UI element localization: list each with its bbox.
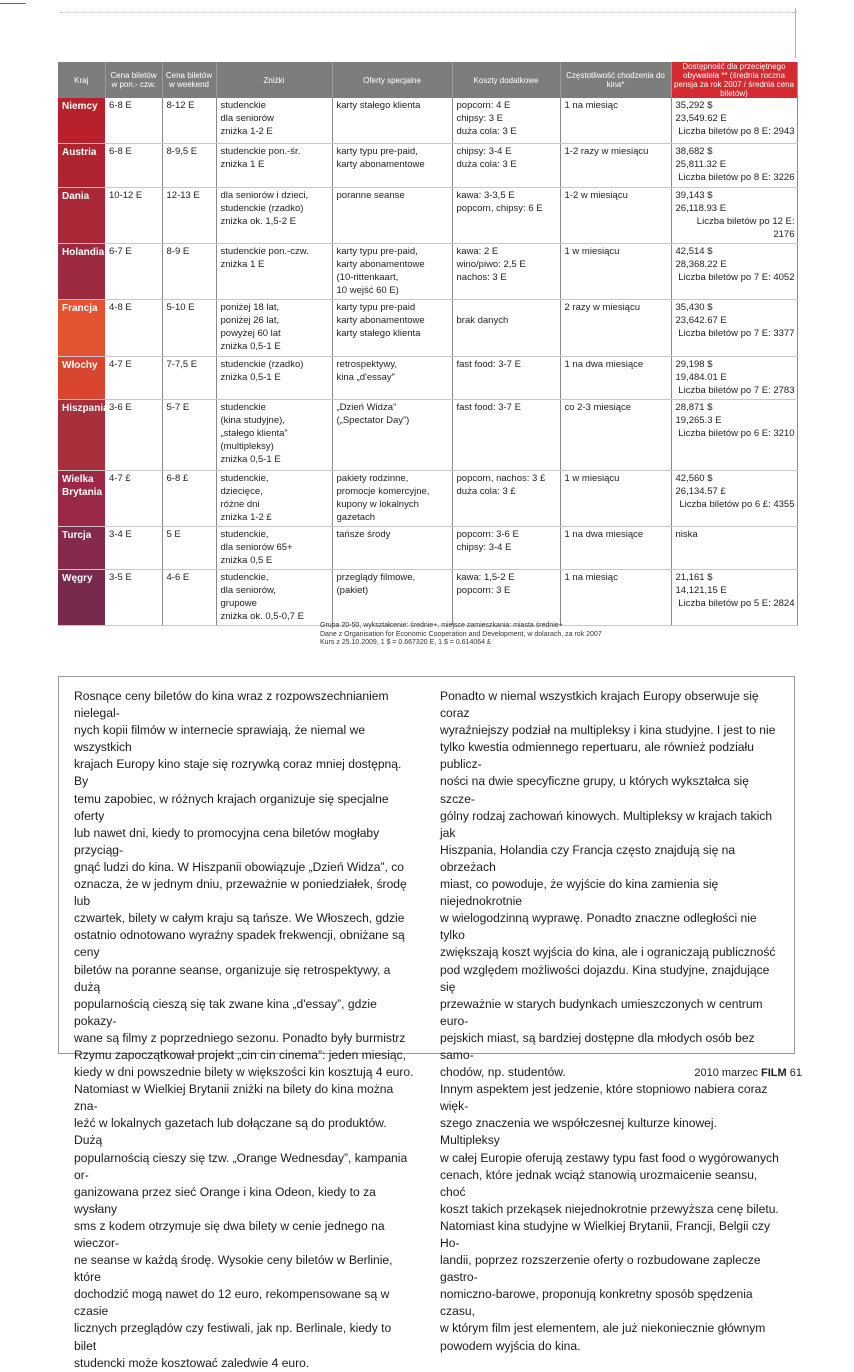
znizki-cell: dla seniorów i dzieci, studenckie (rzadko) zniżka ok. 1,5-2 E — [216, 187, 332, 243]
koszty-cell: fast food: 3-7 E — [452, 399, 560, 470]
article-line: w wielogodzinną wyprawę. Ponadto znaczne odległości nie tylko — [440, 911, 757, 943]
czest-cell: 1 w miesiącu — [560, 470, 671, 526]
availability-ratio: 26,118.93 E — [675, 202, 727, 214]
article-line: koszt takich przekąsek niejednokrotnie przewyższa cenę biletu. — [440, 1201, 779, 1216]
article-line: cenach, które jednak wciąż stanowią urozmaicenie seansu, choć — [440, 1167, 758, 1199]
article-line: Natomiast w Wielkiej Brytanii zniżki na bilety do kina można zna- — [74, 1082, 394, 1114]
table-row — [58, 187, 797, 243]
article-line: landii, poprzez rozszerzenie oferty o rozbudowane zaplecze gastro- — [440, 1253, 761, 1285]
article-line: czwartek, bilety w całym kraju są tańsze. We Włoszech, gdzie — [74, 911, 405, 926]
availability-salary: 35,292 $ — [675, 100, 713, 111]
availability-salary: 35,430 $ — [675, 301, 713, 313]
article-line: pod względem możliwości dojazdu. Kina studyjne, znajdujące się — [440, 962, 770, 994]
article-line: oznacza, że w jednym dniu, przeważnie w poniedziałek, środę lub — [74, 877, 407, 909]
czest-cell: 1 na miesiąc — [560, 98, 671, 143]
article-line: nomiczno-barowe, proponują konkretny sposób spędzenia czasu, — [440, 1287, 753, 1319]
koszty-cell: chipsy: 3-4 E duża cola: 3 E — [452, 143, 560, 187]
header-cena-weekend: Cena biletów w weekend — [162, 62, 216, 98]
header-czestotliwosc: Częstotliwość chodzenia do kina* — [560, 62, 671, 98]
article-line: sms z kodem otrzymuje się dwa bilety w cenie jednego na wieczor- — [74, 1218, 385, 1250]
article-line: miast, co powoduje, że wyjście do kina zamienia się niejednokrotnie — [440, 877, 719, 909]
availability-ratio: 23,642.67 E — [675, 314, 727, 326]
table-row — [58, 143, 797, 187]
country-cell: Holandia — [58, 243, 105, 299]
availability-count: Liczba biletów po 12 E: 2176 — [696, 215, 795, 240]
znizki-cell: studenckie (kina studyjne), „stałego klienta” (multipleksy) zniżka 0,5-1 E — [216, 399, 332, 470]
header-kraj: Kraj — [58, 62, 105, 98]
table-row — [58, 356, 797, 399]
weekend-cell: 8-12 E — [162, 98, 216, 143]
article-line: dochodzić mogą nawet do 12 euro, rekompensowane są w czasie — [74, 1287, 390, 1319]
oferty-cell: poranne seanse — [332, 187, 452, 243]
article-line: Natomiast kina studyjne w Wielkiej Brytanii, Francji, Belgii czy Ho- — [440, 1218, 770, 1250]
oferty-cell: tańsze środy — [332, 526, 452, 569]
country-cell: Dania — [58, 187, 105, 243]
pon-cell: 4-7 E — [105, 356, 162, 399]
pon-cell: 10-12 E — [105, 187, 162, 243]
article-line: wyraźniejszy podział na multipleksy i kina studyjne. I jest to nie — [440, 723, 776, 738]
czest-cell: 2 razy w miesiącu — [560, 299, 671, 356]
znizki-cell: poniżej 18 lat, poniżej 26 lat, powyżej 60 lat zniżka 0,5-1 E — [216, 299, 332, 356]
country-cell: Francja — [58, 299, 105, 356]
country-cell: Niemcy — [58, 98, 105, 143]
page-folio — [694, 1067, 802, 1079]
article-line: Innym aspektem jest jedzenie, które stopniowo nabiera coraz więk- — [440, 1082, 768, 1114]
availability-cell — [671, 526, 797, 569]
article-line: gnąć ludzi do kina. W Hiszpanii obowiązuje „Dzień Widza”, co — [74, 859, 405, 874]
koszty-cell: kawa: 1,5-2 E popcorn: 3 E — [452, 569, 560, 625]
table-row — [58, 569, 797, 625]
czest-cell: 1-2 razy w miesiącu — [560, 143, 671, 187]
pon-cell: 4-8 E — [105, 299, 162, 356]
cinema-table-container — [58, 62, 797, 626]
znizki-cell: studenckie (rzadko) zniżka 0,5-1 E — [216, 356, 332, 399]
top-dotted-rule — [60, 12, 795, 13]
article-line: w którym film jest elementem, ale już niekoniecznie głównym — [440, 1321, 766, 1336]
article-line: zwiększają koszt wyjścia do kina, ale i ograniczają publiczność — [440, 945, 776, 960]
availability-count: Liczba biletów po 8 E: 2943 — [678, 126, 795, 137]
czest-cell: 1 na dwa miesiące — [560, 356, 671, 399]
czest-cell: 1 na dwa miesiące — [560, 526, 671, 569]
koszty-cell: brak danych — [452, 299, 560, 356]
koszty-cell: fast food: 3-7 E — [452, 356, 560, 399]
article-column-left — [74, 688, 414, 1372]
article-line: przeważnie w starych budynkach umieszczonych w centrum euro- — [440, 996, 763, 1028]
weekend-cell: 5-7 E — [162, 399, 216, 470]
availability-count: Liczba biletów po 7 E: 2783 — [678, 384, 795, 396]
article-line: ności na dwie specyficzne grupy, u których wykształca się szcze- — [440, 774, 749, 806]
availability-salary: 29,198 $ — [675, 358, 713, 370]
weekend-cell: 5 E — [162, 526, 216, 569]
header-cena-pon: Cena biletów w pon.- czw. — [105, 62, 162, 98]
pon-cell: 6-8 E — [105, 98, 162, 143]
article-line: wane są filmy z poprzedniego sezonu. Ponadto były burmistrz — [74, 1030, 406, 1045]
znizki-cell: studenckie, dla seniorów 65+ zniżka 0,5 E — [216, 526, 332, 569]
oferty-cell: karty typu pre-paid, karty abonamentowe (10-rittenkaart, 10 wejść 60 E) — [332, 243, 452, 299]
country-cell: Wielka Brytania — [58, 470, 105, 526]
table-row — [58, 470, 797, 526]
pon-cell: 6-7 E — [105, 243, 162, 299]
czest-cell: 1 na miesiąc — [560, 569, 671, 625]
koszty-cell: popcorn: 3-6 E chipsy: 3-4 E — [452, 526, 560, 569]
availability-salary: 38,682 $ — [675, 145, 713, 157]
table-footnotes — [320, 622, 602, 648]
article-line: Hiszpania, Holandia czy Francja często znajdują się na obrzeżach — [440, 842, 736, 874]
table-row — [58, 526, 797, 569]
article-line: kiedy w dni powszednie bilety w większości kin kosztują 4 euro. — [74, 1065, 414, 1080]
availability-cell — [671, 470, 797, 526]
article-line: ganizowana przez sieć Orange i kina Odeon, kiedy to za wysłany — [74, 1184, 376, 1216]
article-line: leźć w lokalnych gazetach lub dołączane są do produktów. Dużą — [74, 1116, 387, 1148]
availability-cell — [671, 356, 797, 399]
article-line: Ponadto w niemal wszystkich krajach Europy obserwuje się coraz — [440, 689, 759, 721]
koszty-cell: kawa: 3-3,5 E popcorn, chipsy: 6 E — [452, 187, 560, 243]
pon-cell: 3-6 E — [105, 399, 162, 470]
koszty-cell: popcorn, nachos: 3 £ duża cola: 3 £ — [452, 470, 560, 526]
table-body — [58, 98, 797, 625]
znizki-cell: studenckie dla seniorów zniżka 1-2 E — [216, 98, 332, 143]
article-line: popularnością cieszy się tzw. „Orange Wednesday”, kampania or- — [74, 1150, 408, 1182]
weekend-cell: 5-10 E — [162, 299, 216, 356]
table-row — [58, 243, 797, 299]
availability-count: Liczba biletów po 7 E: 3377 — [678, 327, 795, 339]
availability-cell — [671, 243, 797, 299]
oferty-cell: „Dzień Widza” („Spectator Day”) — [332, 399, 452, 470]
weekend-cell: 12-13 E — [162, 187, 216, 243]
pon-cell: 3-5 E — [105, 569, 162, 625]
znizki-cell: studenckie, dziecięce, różne dni zniżka 1-2 £ — [216, 470, 332, 526]
czest-cell: 1-2 w miesiącu — [560, 187, 671, 243]
availability-ratio: 19,484.01 E — [675, 371, 727, 383]
vertical-rule — [795, 8, 796, 58]
availability-cell — [671, 98, 797, 143]
availability-ratio: 25,811.32 E — [675, 158, 727, 170]
pon-cell: 4-7 £ — [105, 470, 162, 526]
folio-magazine: FILM — [761, 1067, 787, 1079]
article-line: studencki może kosztować zaledwie 4 euro. — [74, 1355, 310, 1370]
article-line: szego znaczenia we współczesnej kulturze kinowej. Multipleksy — [440, 1116, 717, 1148]
table-row — [58, 399, 797, 470]
oferty-cell: retrospektywy, kina „d'essay” — [332, 356, 452, 399]
czest-cell: 1 w miesiącu — [560, 243, 671, 299]
footnote: Kurs z 25.10.2009, 1 $ = 0.667320 E, 1 $ = 0.614064 £ — [320, 639, 491, 646]
weekend-cell: 7-7,5 E — [162, 356, 216, 399]
oferty-cell: karty typu pre-paid, karty abonamentowe — [332, 143, 452, 187]
article-line: gólny rodzaj zachowań kinowych. Multipleksy w krajach takich jak — [440, 808, 773, 840]
znizki-cell: studenckie pon.-czw. zniżka 1 E — [216, 243, 332, 299]
header-dostepnosc: Dostępność dla przeciętnego obywatela ** (średnia roczna pensja za rok 2007 / średnia cena biletów) — [671, 62, 797, 98]
availability-count: Liczba biletów po 7 E: 4052 — [678, 271, 795, 283]
header-oferty: Oferty specjalne — [332, 62, 452, 98]
availability-cell — [671, 399, 797, 470]
table-header-row — [58, 62, 797, 98]
availability-ratio: 23,549.62 E — [675, 113, 727, 124]
availability-cell — [671, 187, 797, 243]
footnote: Grupa 20-50, wykształcenie: średnie+, miejsce zamieszkania: miasta średnie+ — [320, 622, 563, 629]
folio-date: 2010 marzec — [694, 1067, 758, 1079]
pon-cell: 3-4 E — [105, 526, 162, 569]
article-line: tylko kwestia odmiennego repertuaru, ale również podziału publicz- — [440, 740, 754, 772]
article-line: biletów na poranne seanse, organizuje się retrospektywy, a dużą — [74, 962, 391, 994]
availability-count: Liczba biletów po 5 E: 2824 — [678, 597, 795, 609]
article-line: pejskich miast, są bardziej dostępne dla młodych osób bez samo- — [440, 1030, 755, 1062]
availability-ratio: 14,121,15 E — [675, 584, 727, 596]
znizki-cell: studenckie, dla seniorów, grupowe zniżka ok. 0,5-0,7 E — [216, 569, 332, 625]
country-cell: Węgry — [58, 569, 105, 625]
znizki-cell: studenckie pon.-śr. zniżka 1 E — [216, 143, 332, 187]
oferty-cell: przeglądy filmowe, (pakiet) — [332, 569, 452, 625]
oferty-cell: karty typu pre-paid karty abonamentowe karty stałego klienta — [332, 299, 452, 356]
koszty-cell: kawa: 2 E wino/piwo: 2,5 E nachos: 3 E — [452, 243, 560, 299]
crop-mark — [0, 3, 26, 4]
article-line: powodem wyjścia do kina. — [440, 1338, 581, 1353]
oferty-cell: pakiety rodzinne, promocje komercyjne, kupony w lokalnych gazetach — [332, 470, 452, 526]
availability-ratio: 26,134.57 £ — [675, 485, 726, 497]
availability-cell — [671, 299, 797, 356]
article-line: nych kopii filmów w internecie sprawiają, że niemal we wszystkich — [74, 723, 366, 755]
footnote: Dane z Organisation for Economic Cooperation and Development, w dolarach, za rok 2007 — [320, 630, 602, 638]
article-line: ostatnio odnotowano wyraźny spadek frekwencji, obniżane są ceny — [74, 928, 405, 960]
country-cell: Turcja — [58, 526, 105, 569]
country-cell: Austria — [58, 143, 105, 187]
country-cell: Włochy — [58, 356, 105, 399]
article-line: popularnością cieszą się tak zwane kina „d'essay”, gdzie pokazy- — [74, 996, 377, 1028]
article-line: krajach Europy kino staje się rozrywką coraz mniej dostępną. By — [74, 757, 402, 789]
oferty-cell: karty stałego klienta — [332, 98, 452, 143]
availability-count: Liczba biletów po 6 £: 4355 — [679, 498, 795, 510]
availability-count: Liczba biletów po 8 E: 3226 — [678, 171, 795, 183]
article-column-right — [440, 688, 780, 1355]
czest-cell: co 2-3 miesiące — [560, 399, 671, 470]
folio-page-number: 61 — [789, 1067, 802, 1079]
availability-salary: niska — [675, 528, 698, 540]
header-znizki: Zniżki — [216, 62, 332, 98]
koszty-cell: popcorn: 4 E chipsy: 3 E duża cola: 3 E — [452, 98, 560, 143]
article-line: Rosnące ceny biletów do kina wraz z rozpowszechnianiem nielegal- — [74, 689, 389, 721]
weekend-cell: 4-6 E — [162, 569, 216, 625]
availability-salary: 21,161 $ — [675, 571, 713, 583]
availability-salary: 39,143 $ — [675, 189, 713, 201]
cinema-prices-table — [58, 62, 798, 626]
weekend-cell: 6-8 £ — [162, 470, 216, 526]
article-line: Rzymu zapoczątkował projekt „cin cin cinema”: jeden miesiąc, — [74, 1047, 407, 1062]
article-line: chodów, np. studentów. — [440, 1065, 566, 1080]
weekend-cell: 8-9,5 E — [162, 143, 216, 187]
table-row — [58, 98, 797, 143]
article-line: ne seanse w każdą środę. Wysokie ceny biletów w Berlinie, które — [74, 1253, 393, 1285]
weekend-cell: 8-9 E — [162, 243, 216, 299]
availability-cell — [671, 143, 797, 187]
availability-ratio: 28,368.22 E — [675, 258, 727, 270]
table-row — [58, 299, 797, 356]
article-line: w całej Europie oferują zestawy typu fast food o wygórowanych — [440, 1150, 779, 1165]
article-line: temu zapobiec, w różnych krajach organizuje się specjalne oferty — [74, 791, 389, 823]
country-cell: Hiszpania — [58, 399, 105, 470]
article-line: lub nawet dni, kiedy to promocyjna cena biletów mogłaby przyciąg- — [74, 825, 380, 857]
availability-salary: 28,871 $ — [675, 401, 713, 413]
header-koszty: Koszty dodatkowe — [452, 62, 560, 98]
availability-salary: 42,560 $ — [675, 472, 713, 484]
availability-cell — [671, 569, 797, 625]
article-line: licznych przeglądów czy festiwali, jak np. Berlinale, kiedy to bilet — [74, 1321, 392, 1353]
availability-count: Liczba biletów po 6 E: 3210 — [678, 427, 795, 439]
availability-ratio: 19,265.3 E — [675, 414, 722, 426]
availability-salary: 42,514 $ — [675, 245, 713, 257]
pon-cell: 6-8 E — [105, 143, 162, 187]
